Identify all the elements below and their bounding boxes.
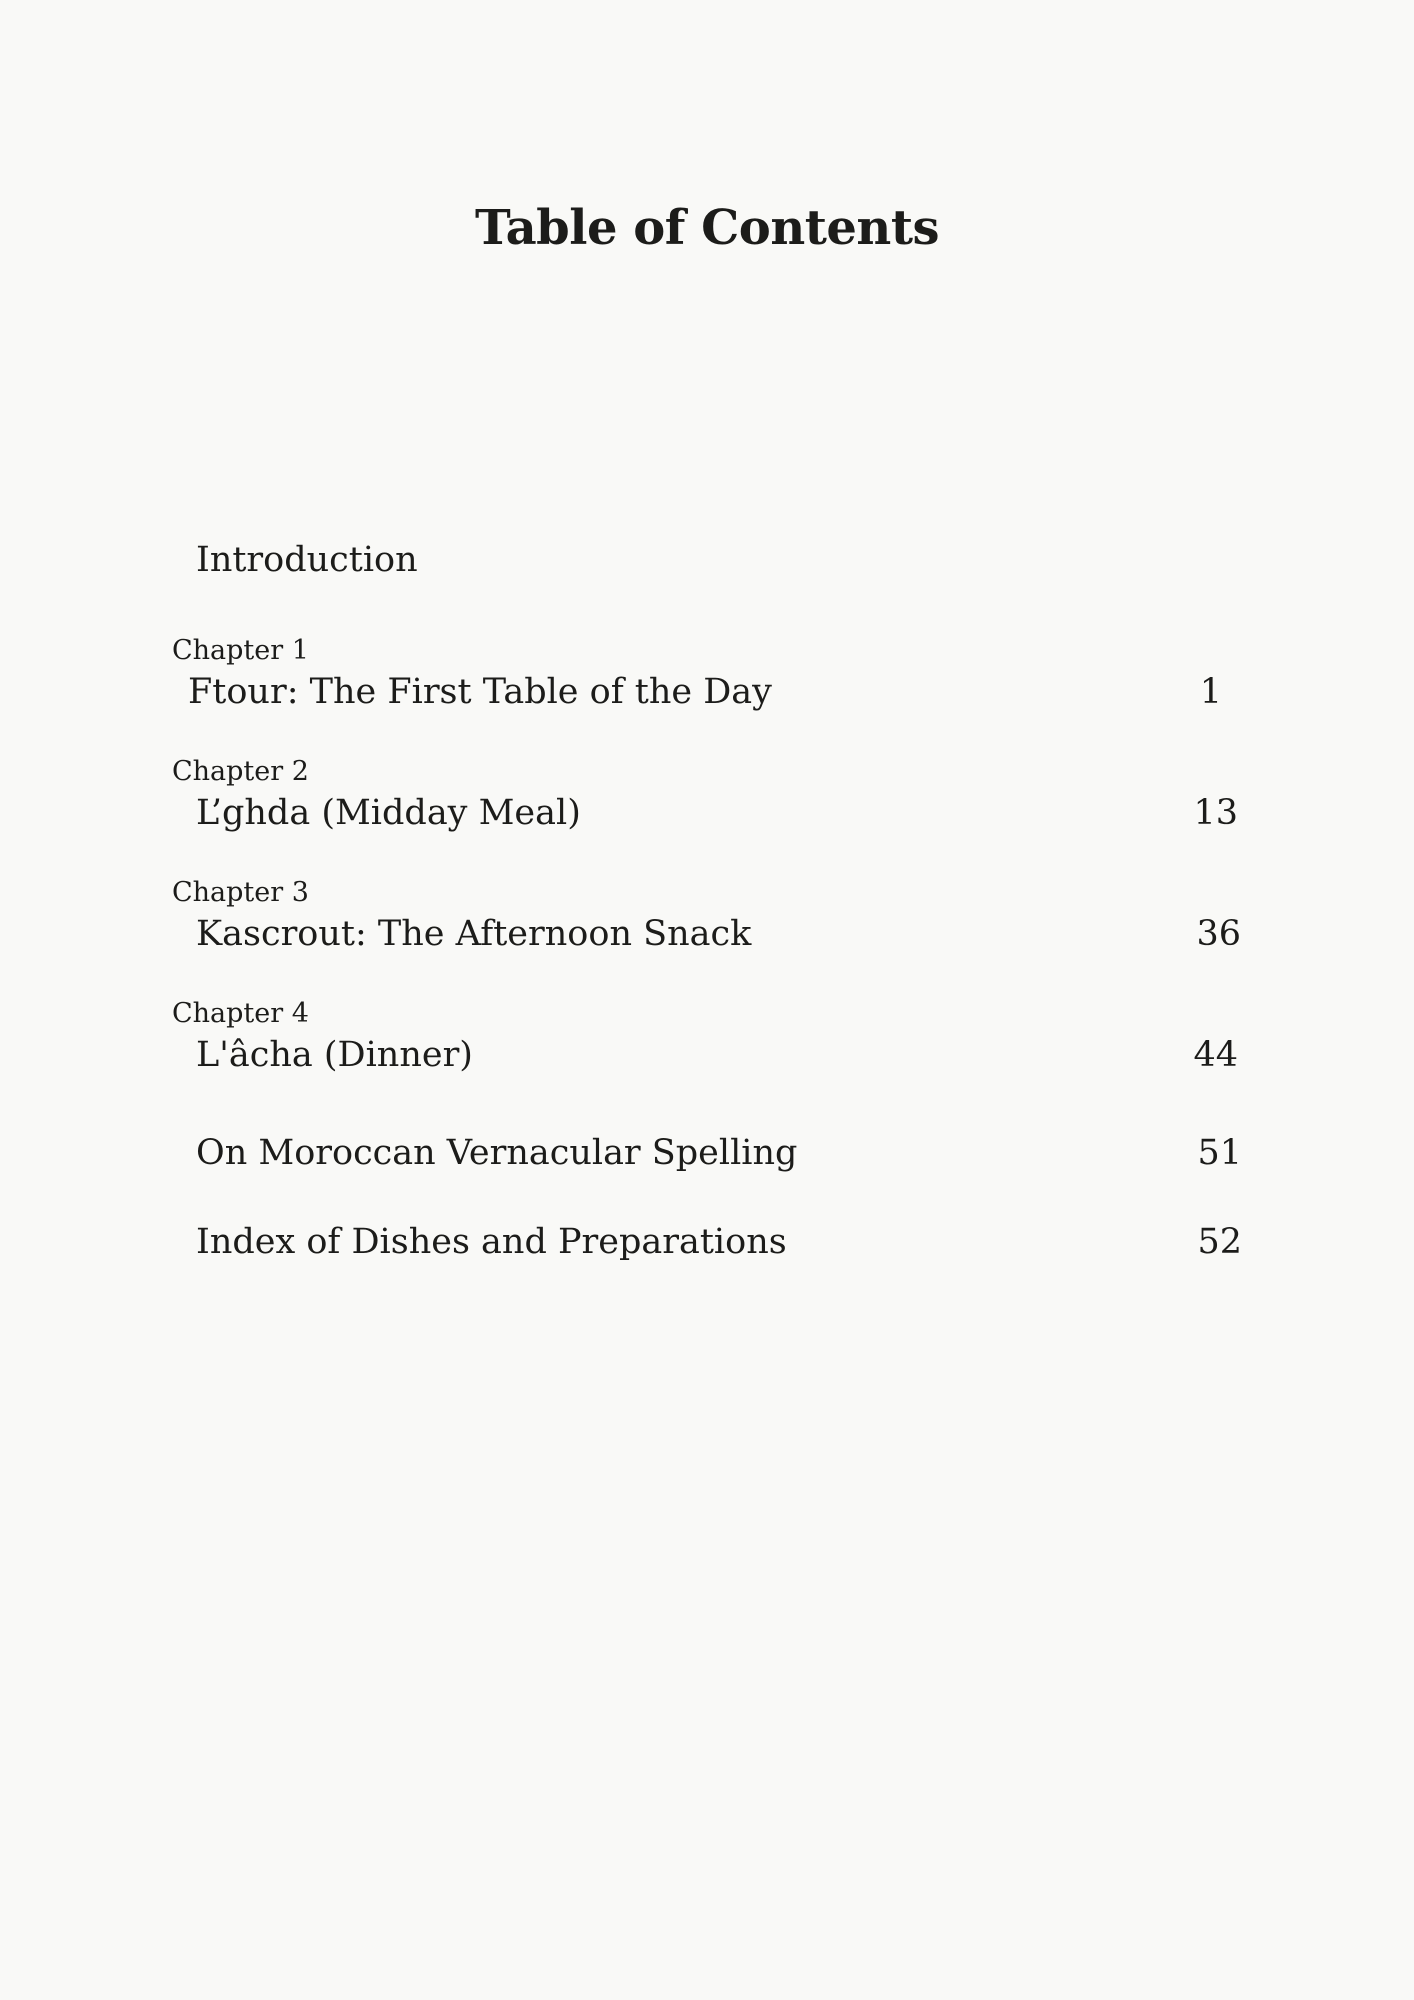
toc-page-number-index: 52 [1197, 1222, 1242, 1262]
page-title: Table of Contents [474, 200, 940, 256]
toc-entry-title-introduction: Introduction [196, 540, 418, 580]
toc-chapter-label-3: Chapter 3 [172, 877, 309, 908]
toc-chapter-label-2: Chapter 2 [172, 756, 309, 787]
toc-entry-title-2: L’ghda (Midday Meal) [196, 793, 581, 833]
toc-chapter-label-1: Chapter 1 [172, 635, 309, 666]
toc-entry-title-index: Index of Dishes and Preparations [196, 1222, 787, 1262]
toc-chapter-label-4: Chapter 4 [172, 998, 309, 1029]
toc-entry-title-4: L'âcha (Dinner) [196, 1035, 473, 1075]
toc-entry-title-1: Ftour: The First Table of the Day [188, 672, 772, 712]
toc-entry-title-spelling: On Moroccan Vernacular Spelling [196, 1133, 798, 1173]
toc-page-number-4: 44 [1193, 1035, 1238, 1075]
toc-page-number-3: 36 [1196, 914, 1241, 954]
toc-page-number-2: 13 [1193, 793, 1238, 833]
toc-entry-title-3: Kascrout: The Afternoon Snack [196, 914, 752, 954]
toc-page-number-spelling: 51 [1197, 1133, 1242, 1173]
toc-page-number-1: 1 [1199, 672, 1222, 712]
